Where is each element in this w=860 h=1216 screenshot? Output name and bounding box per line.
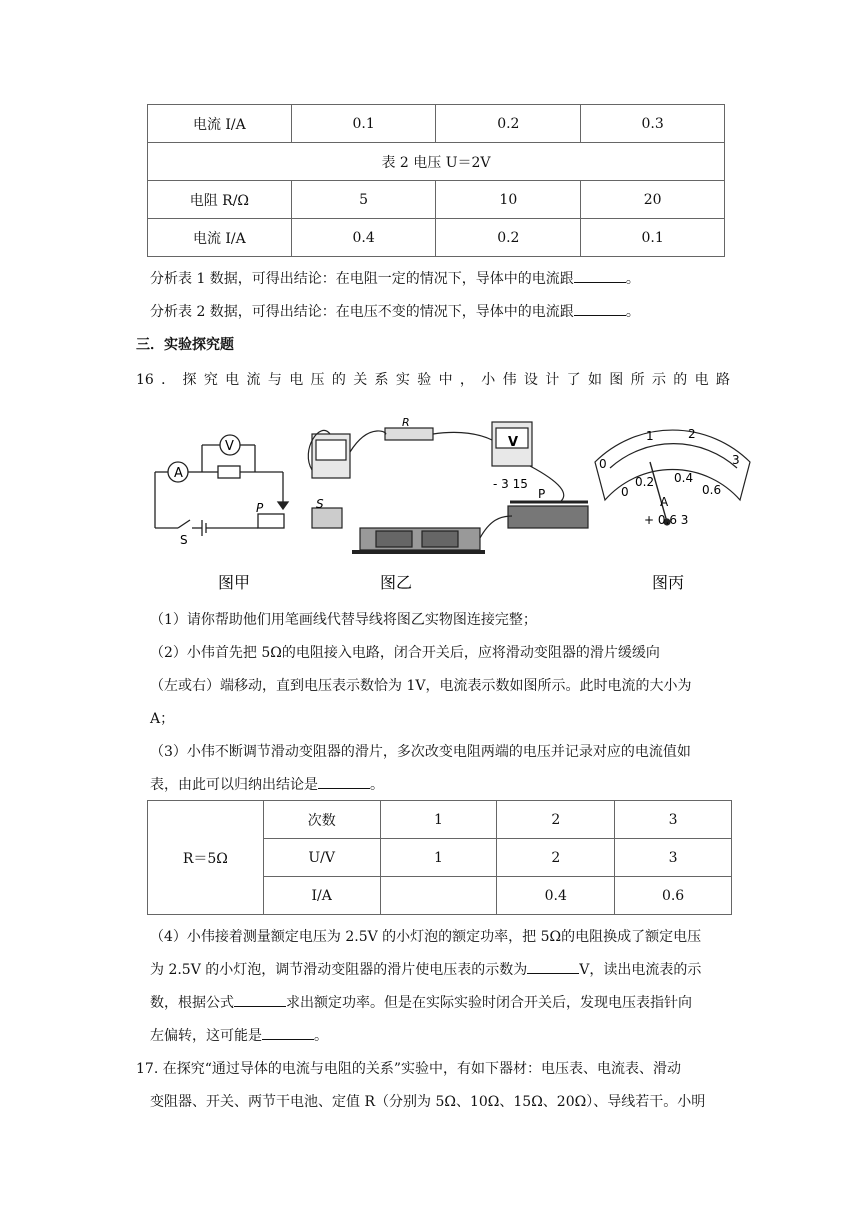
table-cell: 2 <box>497 801 615 839</box>
table-cell: R＝5Ω <box>148 801 264 915</box>
q16-part4-line3: 数，根据公式 求出额定功率。但是在实际实验时闭合开关后，发现电压表指针向 <box>150 992 692 1012</box>
results-table-q16 <box>147 800 732 915</box>
q16-part3-line2: 表，由此可以归纳出结论是 。 <box>150 774 384 794</box>
svg-text:V: V <box>508 435 519 450</box>
figure-caption-yi: 图乙 <box>380 573 413 592</box>
q16-part2-line3: A； <box>150 711 175 727</box>
svg-text:A: A <box>660 495 669 509</box>
q16-intro: 16．探究电流与电压的关系实验中，小伟设计了如图所示的电路 <box>136 372 730 388</box>
table-caption: 表 2 电压 U＝2V <box>148 143 725 181</box>
table-cell: 电流 I/A <box>148 105 292 143</box>
table-row <box>148 801 732 839</box>
answer-blank[interactable] <box>262 1025 314 1040</box>
section-title: 三．实验探究题 <box>136 337 234 353</box>
svg-text:1: 1 <box>646 429 654 443</box>
table-cell: 电流 I/A <box>148 219 292 257</box>
physical-diagram <box>308 422 588 552</box>
q16-figures <box>140 410 760 600</box>
table-cell: 次数 <box>263 801 380 839</box>
svg-text:+ 0.6 3: + 0.6 3 <box>644 513 689 527</box>
table-cell: 1 <box>380 801 497 839</box>
svg-text:P: P <box>538 487 546 501</box>
results-table-top <box>147 104 725 257</box>
table-cell: 0.4 <box>497 877 615 915</box>
table-cell: 2 <box>497 839 615 877</box>
svg-text:3: 3 <box>732 453 740 467</box>
slider-arrow-icon <box>278 502 288 509</box>
analysis-line-1: 分析表 1 数据，可得出结论：在电阻一定的情况下，导体中的电流跟 。 <box>150 268 640 288</box>
answer-blank[interactable] <box>527 959 579 974</box>
table-cell: 0.1 <box>291 105 436 143</box>
q16-part4-line2: 为 2.5V 的小灯泡，调节滑动变阻器的滑片使电压表的示数为 V，读出电流表的示 <box>150 959 701 979</box>
analysis-line-2: 分析表 2 数据，可得出结论：在电压不变的情况下，导体中的电流跟 。 <box>150 301 640 321</box>
q17-line1: 17. 在探究“通过导体的电流与电阻的关系”实验中，有如下器材：电压表、电流表、滑动 <box>136 1061 682 1077</box>
resistor-icon <box>218 466 240 478</box>
table-cell: 1 <box>380 839 497 877</box>
q16-part4-line1: （4）小伟接着测量额定电压为 2.5V 的小灯泡的额定功率，把 5Ω的电阻换成了额定电压 <box>150 929 702 945</box>
rheostat-block <box>508 506 588 528</box>
table-cell: 0.2 <box>436 219 581 257</box>
q16-part1: （1）请你帮助他们用笔画线代替导线将图乙实物图连接完整； <box>150 612 537 628</box>
svg-text:V: V <box>225 439 234 454</box>
figure-caption-jia: 图甲 <box>218 573 251 592</box>
table-row <box>148 181 725 219</box>
table-cell <box>380 877 497 915</box>
answer-blank[interactable] <box>574 268 626 283</box>
svg-text:0: 0 <box>621 485 629 499</box>
table-cell: 3 <box>615 801 732 839</box>
svg-text:S: S <box>180 533 188 547</box>
table-cell: U/V <box>263 839 380 877</box>
table-cell: 0.3 <box>581 105 725 143</box>
circuit-diagram <box>155 435 288 536</box>
svg-text:- 3 15: - 3 15 <box>493 477 528 491</box>
svg-text:A: A <box>174 466 183 481</box>
table-cell: 0.4 <box>291 219 436 257</box>
table-row <box>148 219 725 257</box>
svg-text:0.4: 0.4 <box>674 471 694 485</box>
table-cell: 20 <box>581 181 725 219</box>
resistor-block <box>385 428 433 440</box>
q16-part3-line1: （3）小伟不断调节滑动变阻器的滑片，多次改变电阻两端的电压并记录对应的电流值如 <box>150 744 691 760</box>
table-cell: I/A <box>263 877 380 915</box>
svg-text:2: 2 <box>688 427 696 441</box>
q16-part2-line1: （2）小伟首先把 5Ω的电阻接入电路，闭合开关后，应将滑动变阻器的滑片缓缓向 <box>150 645 660 661</box>
answer-blank[interactable] <box>574 301 626 316</box>
table-row <box>148 143 725 181</box>
switch-icon <box>178 520 190 528</box>
ammeter-dial <box>595 430 750 525</box>
figure-caption-bing: 图丙 <box>652 573 685 592</box>
table-cell: 电阻 R/Ω <box>148 181 292 219</box>
switch-block <box>312 508 342 528</box>
svg-text:0.2: 0.2 <box>635 475 655 489</box>
table-cell: 0.6 <box>615 877 732 915</box>
svg-text:R: R <box>402 416 410 429</box>
svg-text:P: P <box>256 501 264 515</box>
table-cell: 3 <box>615 839 732 877</box>
table-cell: 10 <box>436 181 581 219</box>
answer-blank[interactable] <box>234 992 286 1007</box>
table-cell: 5 <box>291 181 436 219</box>
table-row <box>148 105 725 143</box>
q17-line2: 变阻器、开关、两节干电池、定值 R（分别为 5Ω、10Ω、15Ω、20Ω）、导线若干。小明 <box>150 1094 706 1110</box>
q16-part4-line4: 左偏转，这可能是 。 <box>150 1025 328 1045</box>
q16-part2-line2: （左或右）端移动，直到电压表示数恰为 1V，电流表示数如图所示。此时电流的大小为 <box>150 678 692 694</box>
table-cell: 0.2 <box>436 105 581 143</box>
answer-blank[interactable] <box>318 774 370 789</box>
svg-text:0: 0 <box>599 457 607 471</box>
rheostat-icon <box>258 514 284 528</box>
table-cell: 0.1 <box>581 219 725 257</box>
svg-text:0.6: 0.6 <box>702 483 722 497</box>
svg-text:S: S <box>316 497 324 511</box>
